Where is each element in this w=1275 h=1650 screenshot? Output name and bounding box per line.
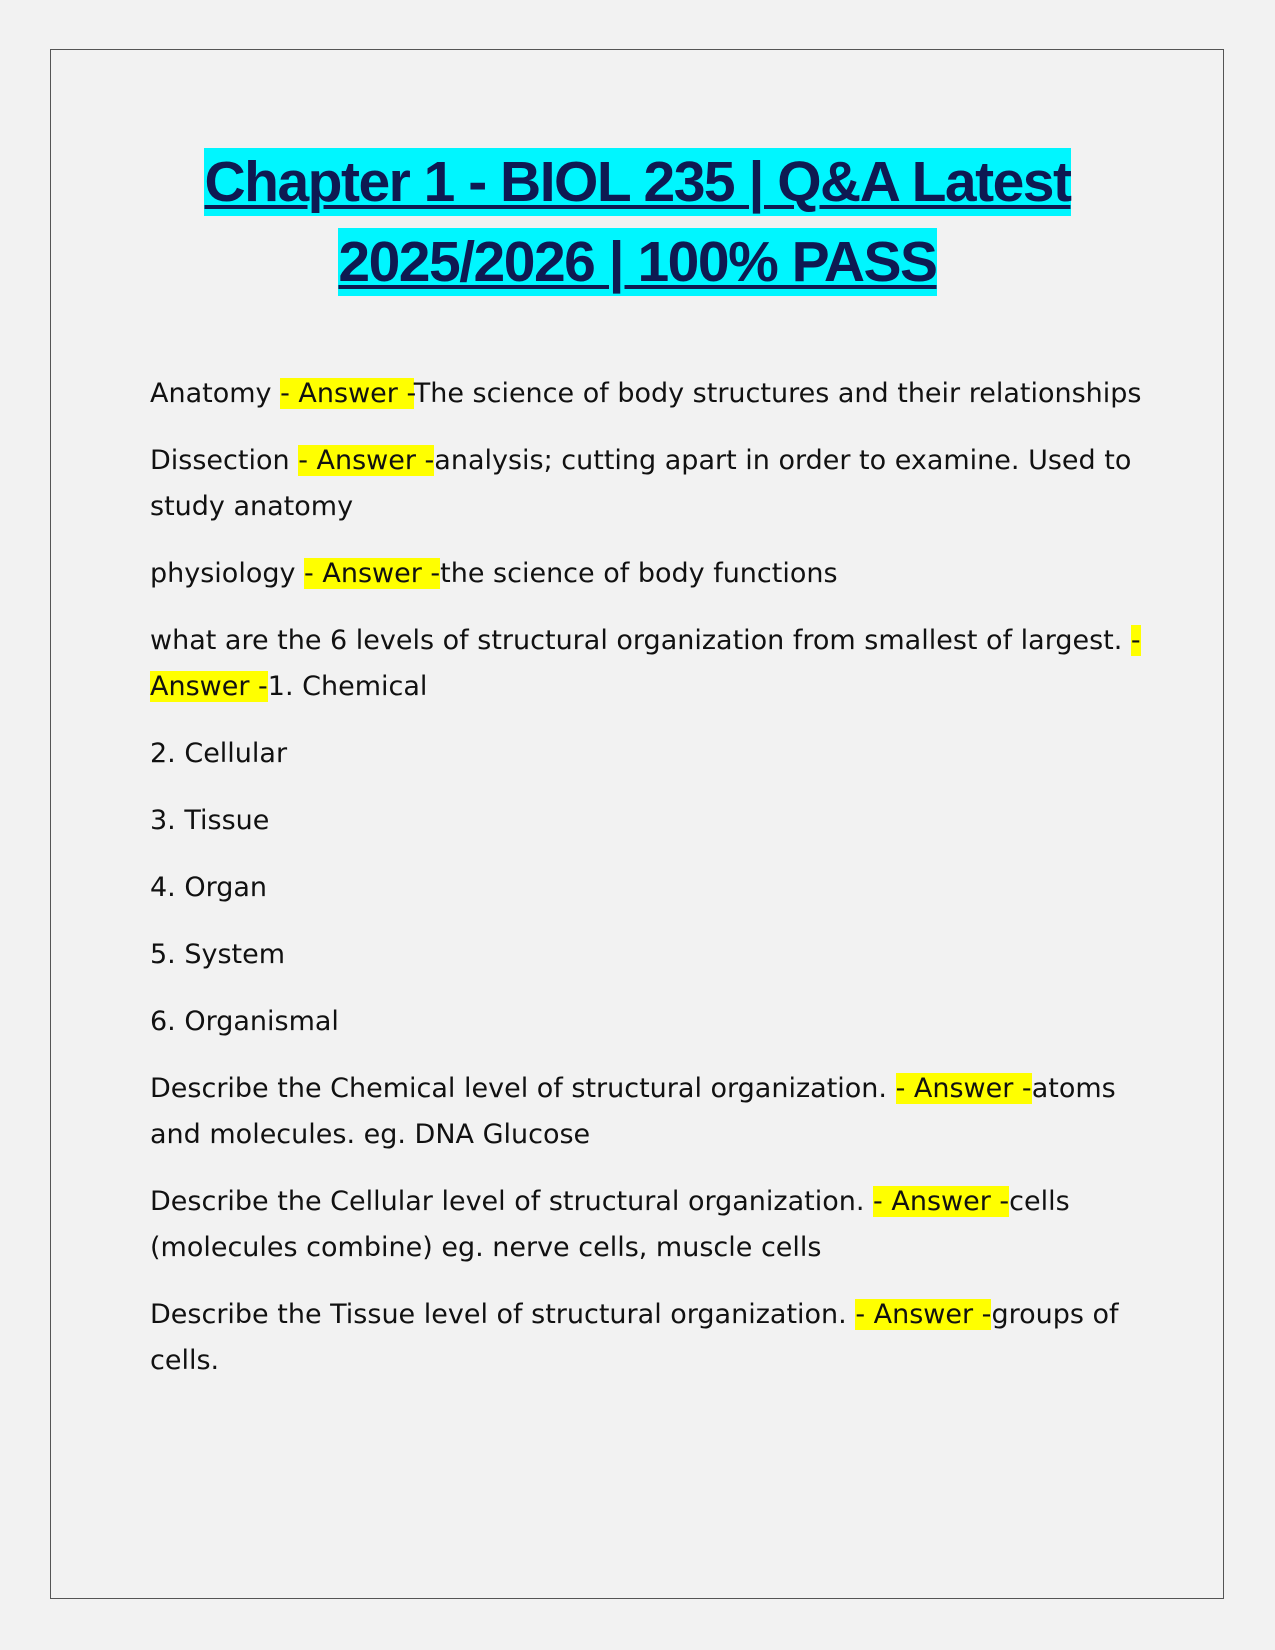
document-title [90,142,1185,302]
answer-marker: - Answer - [304,558,441,589]
qa-term: Describe the Chemical level of structural organization. [150,1073,896,1104]
level-item-system: 5. System [150,939,286,970]
answer-marker: - Answer - [895,1073,1032,1104]
qa-item-tissue-level [150,1292,1150,1384]
qa-answer: analysis; cutting apart in order to examine. Used to study anatomy [150,445,1132,522]
qa-answer: cells (molecules combine) eg. nerve cells, muscle cells [150,1186,1070,1263]
qa-term: what are the 6 levels of structural organization from smallest of largest. [150,625,1131,656]
qa-answer: atoms and molecules. eg. DNA Glucose [150,1073,1116,1150]
qa-answer: 1. Chemical [267,671,428,702]
answer-marker: - Answer - [855,1299,992,1330]
qa-item-chemical-level [150,1066,1150,1158]
qa-item-levels [150,618,1150,710]
level-item-cellular: 2. Cellular [150,738,288,769]
qa-term: physiology [150,558,305,589]
qa-item-cellular-level [150,1179,1150,1271]
level-item-organ: 4. Organ [150,872,268,903]
qa-answer: groups of cells. [150,1299,1119,1376]
title-line-1: Chapter 1 - BIOL 235 | Q&A Latest [204,150,1071,214]
qa-term: Describe the Cellular level of structural organization. [150,1186,874,1217]
answer-marker: - Answer - [298,445,435,476]
answer-marker: - Answer - [873,1186,1010,1217]
level-item-organismal: 6. Organismal [150,1006,339,1037]
level-item-tissue: 3. Tissue [150,805,270,836]
qa-term: Dissection [150,445,299,476]
qa-answer: the science of body functions [440,558,838,589]
qa-item-dissection [150,438,1150,530]
answer-marker: - Answer - [150,625,1141,702]
answer-marker: - Answer - [280,378,414,409]
qa-item-physiology [150,551,1150,597]
qa-item-anatomy [150,371,1150,417]
title-line-2: 2025/2026 | 100% PASS [338,230,937,294]
qa-content [150,371,1150,1405]
qa-term: Describe the Tissue level of structural organization. [150,1299,856,1330]
qa-answer: The science of body structures and their relationships [413,378,1142,409]
qa-term: Anatomy [150,378,281,409]
